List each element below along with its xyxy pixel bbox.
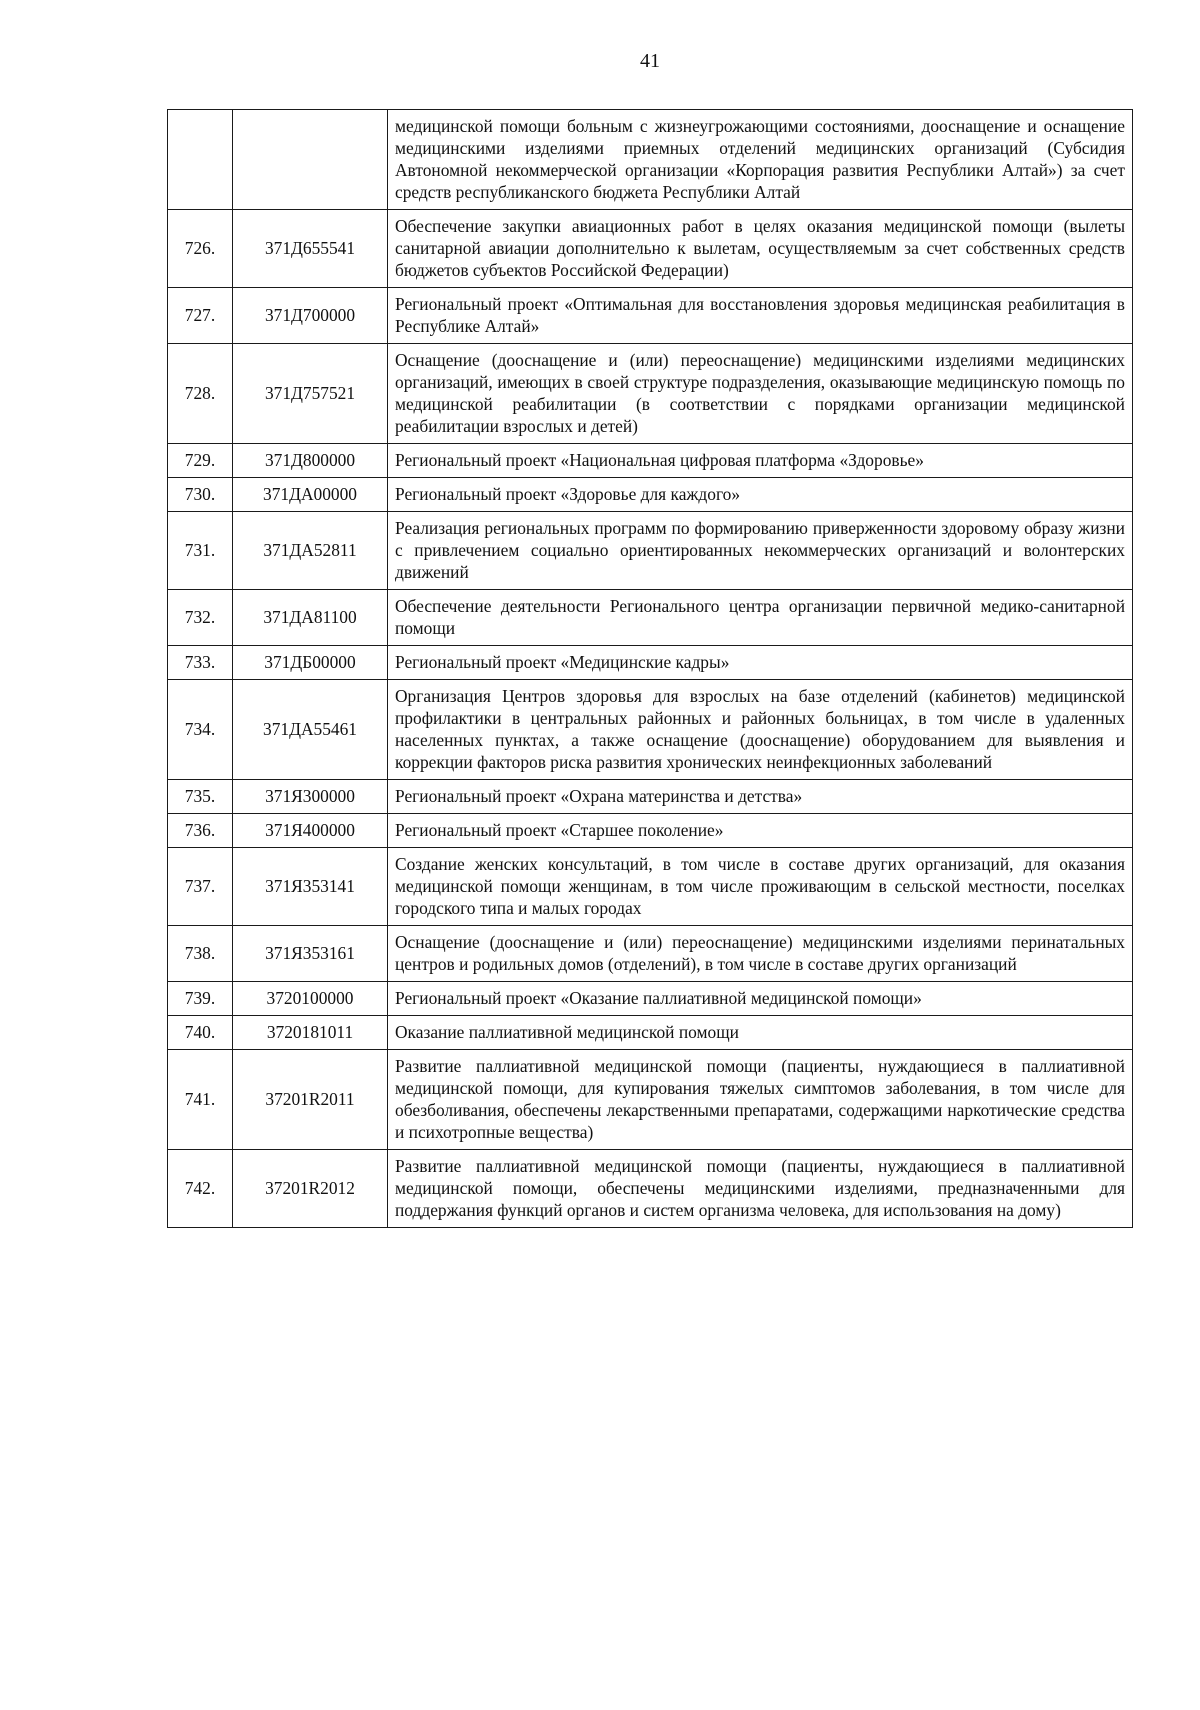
row-code: 37201R2011 <box>233 1050 388 1150</box>
row-number: 727. <box>168 288 233 344</box>
table-row <box>168 814 1133 848</box>
table-row <box>168 1150 1133 1228</box>
row-code: 371Я353141 <box>233 848 388 926</box>
row-code: 371Д655541 <box>233 210 388 288</box>
budget-classification-table <box>167 109 1133 1228</box>
row-number: 731. <box>168 512 233 590</box>
row-code: 3720100000 <box>233 982 388 1016</box>
row-description: Оказание паллиативной медицинской помощи <box>388 1016 1133 1050</box>
table-row <box>168 210 1133 288</box>
row-description: Региональный проект «Национальная цифровая платформа «Здоровье» <box>388 444 1133 478</box>
row-code: 37201R2012 <box>233 1150 388 1228</box>
row-description: Оснащение (дооснащение и (или) переоснащение) медицинскими изделиями медицинских организаций, имеющих в своей структуре подразделения, оказывающие медицинскую помощь по медицинской реабилитации (в соответствии с порядками организации медицинской реабилитации взрослых и детей) <box>388 344 1133 444</box>
row-number: 733. <box>168 646 233 680</box>
row-description: Реализация региональных программ по формированию приверженности здоровому образу жизни с привлечением социально ориентированных некоммерческих организаций и волонтерских движений <box>388 512 1133 590</box>
table-row <box>168 512 1133 590</box>
row-code: 371ДА00000 <box>233 478 388 512</box>
row-number <box>168 110 233 210</box>
row-code: 371ДА52811 <box>233 512 388 590</box>
row-description: Организация Центров здоровья для взрослых на базе отделений (кабинетов) медицинской профилактики в центральных районных и районных больницах, в том числе в удаленных населенных пунктах, а также оснащение (дооснащение) оборудованием для выявления и коррекции факторов риска развития хронических неинфекционных заболеваний <box>388 680 1133 780</box>
table-row <box>168 1050 1133 1150</box>
table-row <box>168 926 1133 982</box>
table-row <box>168 780 1133 814</box>
row-code: 371Д700000 <box>233 288 388 344</box>
row-code: 371Д757521 <box>233 344 388 444</box>
table-row <box>168 444 1133 478</box>
row-description: Развитие паллиативной медицинской помощи (пациенты, нуждающиеся в паллиативной медицинской помощи, обеспечены медицинскими изделиями, предназначенными для поддержания функций органов и систем организма человека, для использования на дому) <box>388 1150 1133 1228</box>
row-number: 740. <box>168 1016 233 1050</box>
row-code: 371ДБ00000 <box>233 646 388 680</box>
row-code: 371ДА81100 <box>233 590 388 646</box>
row-number: 735. <box>168 780 233 814</box>
row-number: 726. <box>168 210 233 288</box>
row-description: Обеспечение закупки авиационных работ в целях оказания медицинской помощи (вылеты санитарной авиации дополнительно к вылетам, осуществляемым за счет собственных средств бюджетов субъектов Российской Федерации) <box>388 210 1133 288</box>
row-code: 371Я353161 <box>233 926 388 982</box>
table-row <box>168 590 1133 646</box>
row-number: 739. <box>168 982 233 1016</box>
page-number: 41 <box>640 50 660 72</box>
table-row <box>168 1016 1133 1050</box>
table-row <box>168 344 1133 444</box>
row-description: Оснащение (дооснащение и (или) переоснащение) медицинскими изделиями перинатальных центров и родильных домов (отделений), в том числе в составе других организаций <box>388 926 1133 982</box>
row-number: 729. <box>168 444 233 478</box>
table-row <box>168 478 1133 512</box>
row-code: 371Я400000 <box>233 814 388 848</box>
row-number: 738. <box>168 926 233 982</box>
row-number: 736. <box>168 814 233 848</box>
row-number: 741. <box>168 1050 233 1150</box>
row-code <box>233 110 388 210</box>
row-description: Обеспечение деятельности Регионального центра организации первичной медико-санитарной помощи <box>388 590 1133 646</box>
row-description: Региональный проект «Старшее поколение» <box>388 814 1133 848</box>
row-code: 3720181011 <box>233 1016 388 1050</box>
table-row <box>168 110 1133 210</box>
row-number: 732. <box>168 590 233 646</box>
row-code: 371ДА55461 <box>233 680 388 780</box>
row-description: Региональный проект «Медицинские кадры» <box>388 646 1133 680</box>
table-row <box>168 646 1133 680</box>
row-number: 734. <box>168 680 233 780</box>
table-row <box>168 848 1133 926</box>
row-description: Развитие паллиативной медицинской помощи (пациенты, нуждающиеся в паллиативной медицинской помощи, для купирования тяжелых симптомов заболевания, в том числе для обезболивания, обеспечены лекарственными препаратами, содержащими наркотические средства и психотропные вещества) <box>388 1050 1133 1150</box>
row-description: Региональный проект «Охрана материнства и детства» <box>388 780 1133 814</box>
row-number: 728. <box>168 344 233 444</box>
row-number: 737. <box>168 848 233 926</box>
table-row <box>168 288 1133 344</box>
table-row <box>168 680 1133 780</box>
row-code: 371Д800000 <box>233 444 388 478</box>
row-number: 742. <box>168 1150 233 1228</box>
table-row <box>168 982 1133 1016</box>
row-description: медицинской помощи больным с жизнеугрожающими состояниями, дооснащение и оснащение медицинскими изделиями приемных отделений медицинских организаций (Субсидия Автономной некоммерческой организации «Корпорация развития Республики Алтай») за счет средств республиканского бюджета Республики Алтай <box>388 110 1133 210</box>
row-description: Региональный проект «Здоровье для каждого» <box>388 478 1133 512</box>
row-description: Создание женских консультаций, в том числе в составе других организаций, для оказания медицинской помощи женщинам, в том числе проживающим в сельской местности, поселках городского типа и малых городах <box>388 848 1133 926</box>
row-code: 371Я300000 <box>233 780 388 814</box>
row-number: 730. <box>168 478 233 512</box>
row-description: Региональный проект «Оказание паллиативной медицинской помощи» <box>388 982 1133 1016</box>
row-description: Региональный проект «Оптимальная для восстановления здоровья медицинская реабилитация в Республике Алтай» <box>388 288 1133 344</box>
